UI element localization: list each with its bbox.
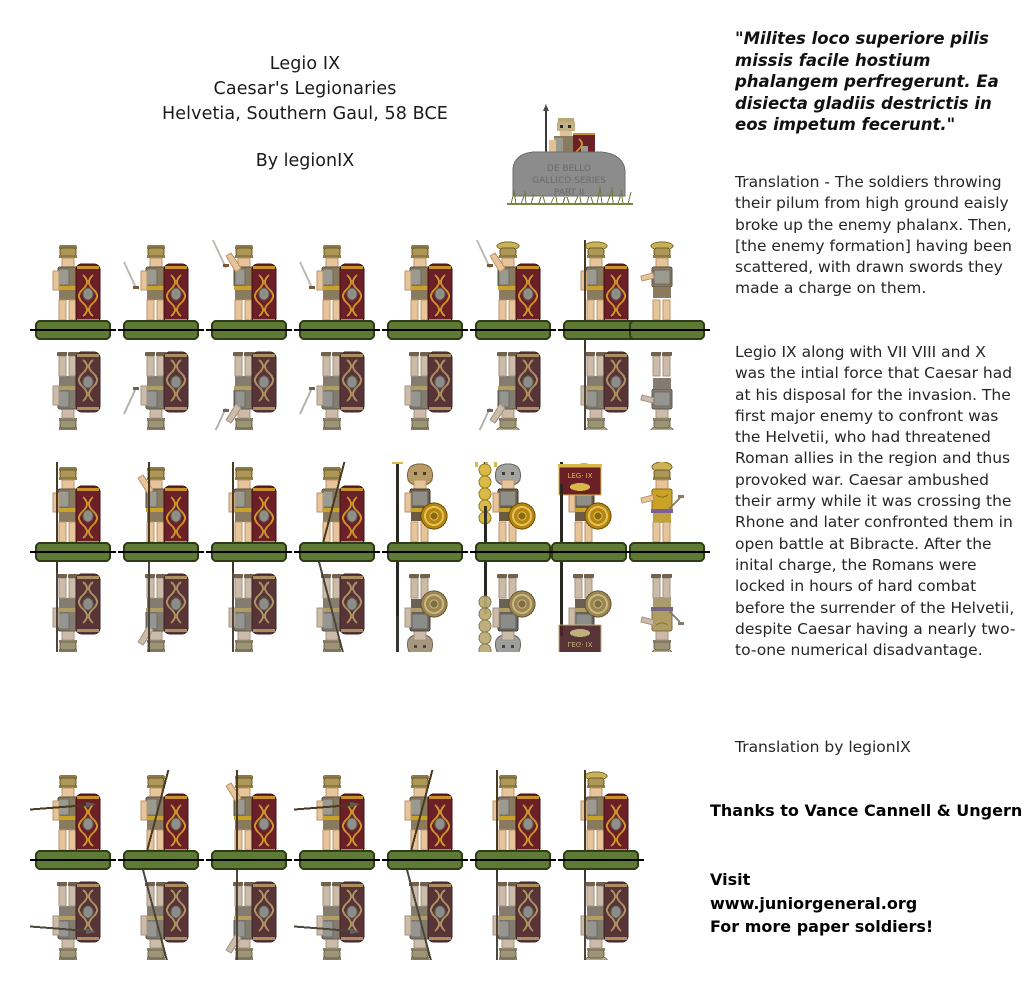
figure-base: [118, 543, 204, 561]
svg-text:LEG· IX: LEG· IX: [567, 640, 593, 648]
text-panel: [710, 0, 1024, 1008]
figure-base: [382, 321, 468, 339]
figure-base: [470, 321, 556, 339]
page-title-line-3: Helvetia, Southern Gaul, 58 BCE: [162, 104, 448, 124]
page-title-line-2: Caesar's Legionaries: [213, 79, 397, 99]
figure-base: [30, 321, 116, 339]
figure-base: [624, 321, 710, 339]
figure-reverse: [317, 558, 364, 652]
legionary-pilum-brace[interactable]: [382, 770, 468, 960]
figure-reverse: [53, 548, 100, 652]
figure-base: [624, 543, 710, 561]
figure-reverse: [405, 352, 452, 430]
figure-base: [558, 851, 644, 869]
figure-base: [470, 851, 556, 869]
figure-front: [641, 462, 684, 546]
stone-slab-icon: [513, 152, 625, 198]
legionary-pilum-angled[interactable]: [294, 462, 380, 652]
figure-reverse: [212, 352, 276, 430]
figure-base: [382, 543, 468, 561]
figure-reverse: [229, 548, 276, 652]
figure-front: [300, 245, 364, 324]
figure-reverse: [405, 866, 452, 960]
legionary-pilum-overhead[interactable]: [206, 770, 292, 960]
figure-reverse: [581, 856, 628, 960]
legionary-pilum-planted[interactable]: [470, 770, 556, 960]
figure-reverse: [141, 866, 188, 960]
figure-reverse: [294, 882, 364, 960]
figure-base: [206, 543, 292, 561]
figure-base: [294, 321, 380, 339]
figure-front: [30, 775, 100, 854]
figure-reverse: [493, 856, 540, 960]
stone-line-3: PART II: [553, 188, 585, 198]
figure-base: [118, 321, 204, 339]
legionary-pilum-upright[interactable]: [30, 462, 116, 652]
figure-base: [30, 543, 116, 561]
translation-credit: Translation by legionIX: [735, 738, 911, 756]
legionary-pilum-low-brace[interactable]: [118, 770, 204, 960]
aquilifer-eagle-standard[interactable]: [382, 462, 468, 652]
svg-text:LEG· IX: LEG· IX: [567, 472, 593, 480]
centurion-pilum-upright[interactable]: [558, 770, 644, 960]
figure-reverse: [138, 560, 188, 652]
figure-reverse: [300, 352, 364, 430]
figure-front: [53, 245, 100, 324]
thanks-credit: Thanks to Vance Cannell & Ungern: [710, 801, 1023, 820]
stone-line-2: GALLICO SERIES: [532, 176, 606, 186]
figure-base: [206, 851, 292, 869]
figure-base: [118, 851, 204, 869]
figure-base: [206, 321, 292, 339]
figure-base: [30, 851, 116, 869]
centurion-sword-raised[interactable]: [470, 240, 556, 430]
signifer-disc-standard[interactable]: [470, 462, 556, 652]
legionary-pilum-level-aim[interactable]: [294, 770, 380, 960]
quote-translation: Translation - The soldiers throwing their pilum from high ground eaisly broke up the enemy phalanx. Then, [the enemy formation] having been scattered, with drawn swords they made a charge on them.: [735, 173, 1012, 298]
visit-url[interactable]: www.juniorgeneral.org: [710, 893, 918, 913]
figure-reverse: [124, 352, 188, 430]
figure-base: [294, 543, 380, 561]
vexillarius-leg-ix-banner[interactable]: [546, 462, 632, 652]
figure-base: [294, 851, 380, 869]
figure-reverse: [581, 326, 628, 430]
latin-quote: "Milites loco superiore pilis missis facile hostium phalangem perfregerunt. Ea disiecta gladiis destrictis in eos impetum fecerunt.": [735, 29, 999, 134]
figure-reverse: [641, 574, 684, 652]
figure-base: [470, 543, 556, 561]
figure-front: [476, 240, 540, 324]
figure-reverse: [641, 352, 673, 430]
figure-reverse: [476, 352, 540, 430]
figure-reverse: [226, 868, 276, 960]
legionary-pilum-level-throw[interactable]: [30, 770, 116, 960]
legionary-gladius-drawn[interactable]: [118, 240, 204, 430]
figure-reverse: [53, 352, 100, 430]
figure-front: [641, 242, 673, 324]
figure-reverse: [30, 882, 100, 960]
figure-front: [212, 240, 276, 324]
figure-base: [382, 851, 468, 869]
legionary-pilum-vertical[interactable]: [206, 462, 292, 652]
stone-line-1: DE BELLO: [546, 164, 592, 174]
legionary-guard[interactable]: [382, 240, 468, 430]
legionary-sword-raised[interactable]: [206, 240, 292, 430]
history-paragraph: Legio IX along with VII VIII and X was the intial force that Caesar had at his disposal for the invasion. The first major enemy to confront was the Helvetii, who had threatened Roman allies in the region and thus provoked war. Caesar ambushed their army while it was crossing the Rhone and later confronted them in open battle at Bibracte. After the inital charge, the Romans were locked in hours of hard combat before the surrender of the Helvetii, despite Caesar having a nearly two-to-one numerical disadvantage.: [735, 343, 1016, 660]
series-logo-stone: [505, 100, 635, 210]
legionary-gladius-thrust[interactable]: [294, 240, 380, 430]
optio-commanding[interactable]: [624, 240, 710, 430]
figure-front: [405, 245, 452, 324]
legionary-pilum-raised[interactable]: [118, 462, 204, 652]
visit-label: Visit: [710, 870, 751, 889]
figure-front: [294, 775, 364, 854]
visit-block: [710, 868, 1024, 939]
legionary-sword-sheathed[interactable]: [30, 240, 116, 430]
figure-front: [124, 245, 188, 324]
figure-base: [546, 543, 632, 561]
page-title-line-1: Legio IX: [269, 54, 341, 74]
legate-general-cuirass[interactable]: [624, 462, 710, 652]
visit-tagline: For more paper soldiers!: [710, 917, 934, 936]
author-byline: By legionIX: [255, 151, 355, 171]
